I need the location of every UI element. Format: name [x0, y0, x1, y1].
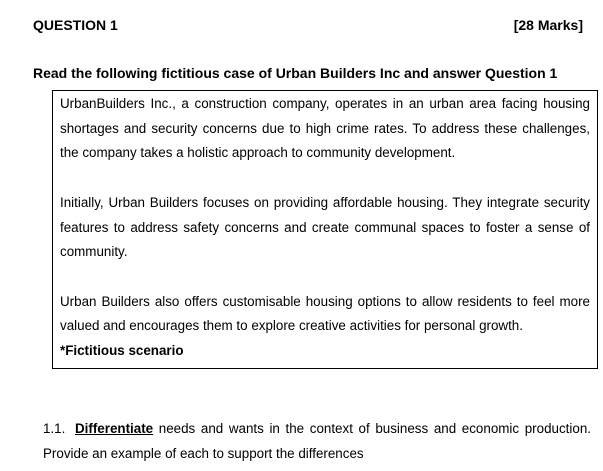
case-study-box [52, 90, 598, 369]
question-header [33, 15, 583, 35]
instruction-text: Read the following fictitious case of Urban Builders Inc and answer Question 1 [33, 65, 558, 81]
question-keyword: Differentiate [74, 421, 154, 436]
question-number: 1.1. [43, 421, 66, 436]
question-1-1 [43, 417, 591, 466]
case-paragraph-3: Urban Builders also offers customisable housing options to allow residents to feel more valued and encourages them to explore creative activities for personal growth. [60, 293, 590, 334]
question-label: QUESTION 1 [33, 17, 118, 33]
marks-label: [28 Marks] [513, 17, 583, 33]
question-text: needs and wants in the context of business and economic production. Provide an example of each to support the differences [43, 421, 591, 461]
case-paragraph-1: UrbanBuilders Inc., a construction company, operates in an urban area facing housing shortages and security concerns due to high crime rates. To address these challenges, the company takes a holistic approach to community development. [60, 96, 590, 161]
case-paragraph-2: Initially, Urban Builders focuses on providing affordable housing. They integrate security features to address safety concerns and create communal spaces to foster a sense of community. [60, 194, 590, 260]
case-footnote: *Fictitious scenario [60, 343, 184, 358]
